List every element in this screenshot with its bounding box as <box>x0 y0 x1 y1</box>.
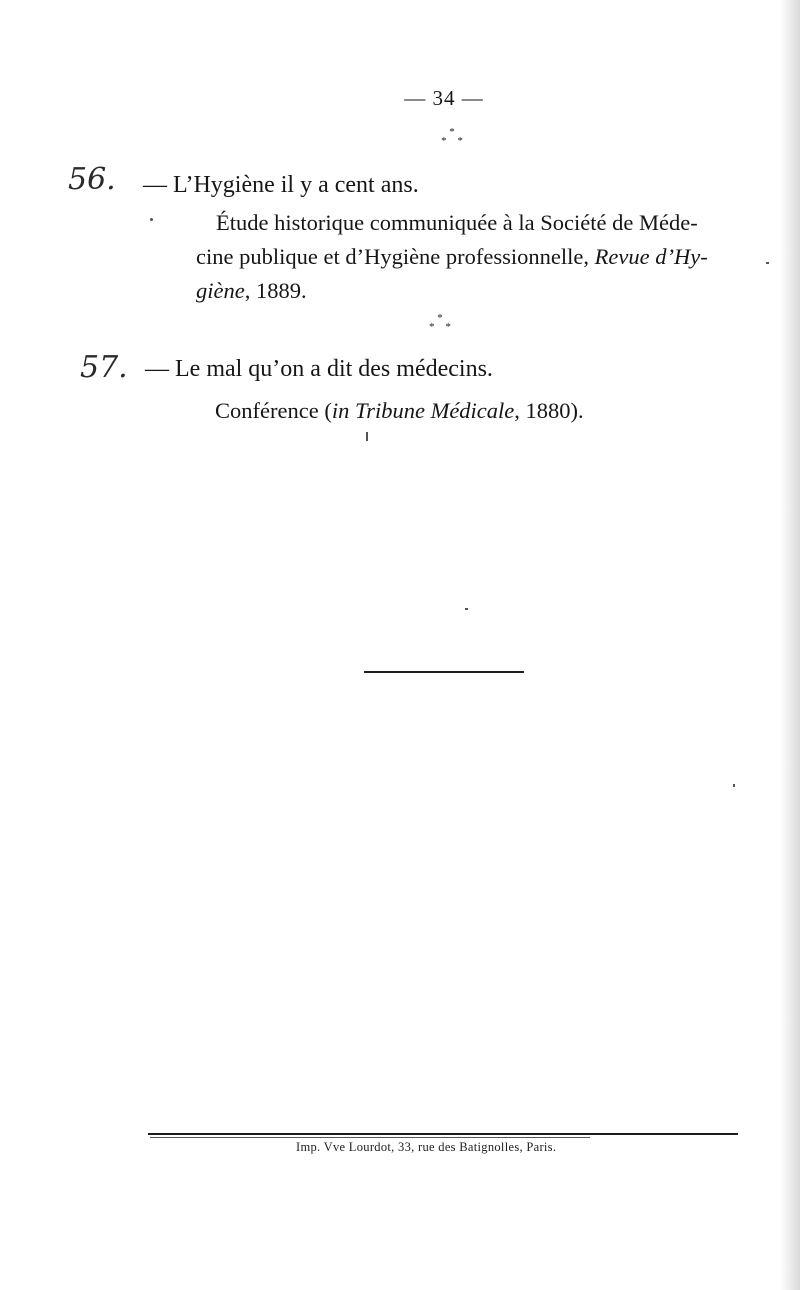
entry-description-text: Conférence ( <box>215 398 332 423</box>
footer-rule-thin <box>150 1137 590 1138</box>
entry-description-text: cine publique et d’Hygiène professionnelle, <box>196 244 590 269</box>
scan-speck <box>766 262 769 264</box>
scan-edge-shadow <box>780 0 800 1290</box>
scan-speck <box>733 784 735 787</box>
entry-title: — Le mal qu’on a dit des médecins. <box>145 356 493 382</box>
asterism-top-star: * <box>449 126 455 138</box>
entry-description-line: Étude historique communiquée à la Société de Méde- <box>216 210 698 235</box>
journal-title: in Tribune Médicale <box>331 398 515 423</box>
handwritten-entry-number: 57. <box>80 350 128 385</box>
asterism-divider <box>425 314 455 336</box>
publication-year: , 1880). <box>514 398 584 423</box>
page-number: — 34 — <box>404 86 484 110</box>
scan-speck <box>465 608 468 610</box>
footer-rule <box>148 1133 738 1135</box>
entry-description <box>196 206 756 308</box>
entry-description-line <box>196 240 756 274</box>
scan-speck <box>366 432 368 441</box>
asterism-divider <box>437 128 467 150</box>
handwritten-entry-number: 56. <box>68 162 116 197</box>
journal-title: Revue d’Hy- <box>594 244 708 269</box>
asterism-bottom-stars: * * <box>429 321 455 333</box>
end-separator-rule <box>364 671 524 673</box>
asterism-bottom-stars: * * <box>441 135 467 147</box>
printer-imprint: Imp. Vve Lourdot, 33, rue des Batignolles, Paris. <box>296 1140 557 1154</box>
scan-speck <box>150 218 153 221</box>
entry-title: — L’Hygiène il y a cent ans. <box>143 172 419 198</box>
entry-description <box>215 394 584 428</box>
asterism-top-star: * <box>437 312 443 324</box>
entry-description-line <box>196 274 756 308</box>
journal-title-continued: giène <box>196 278 245 303</box>
publication-year: , 1889. <box>244 278 307 303</box>
